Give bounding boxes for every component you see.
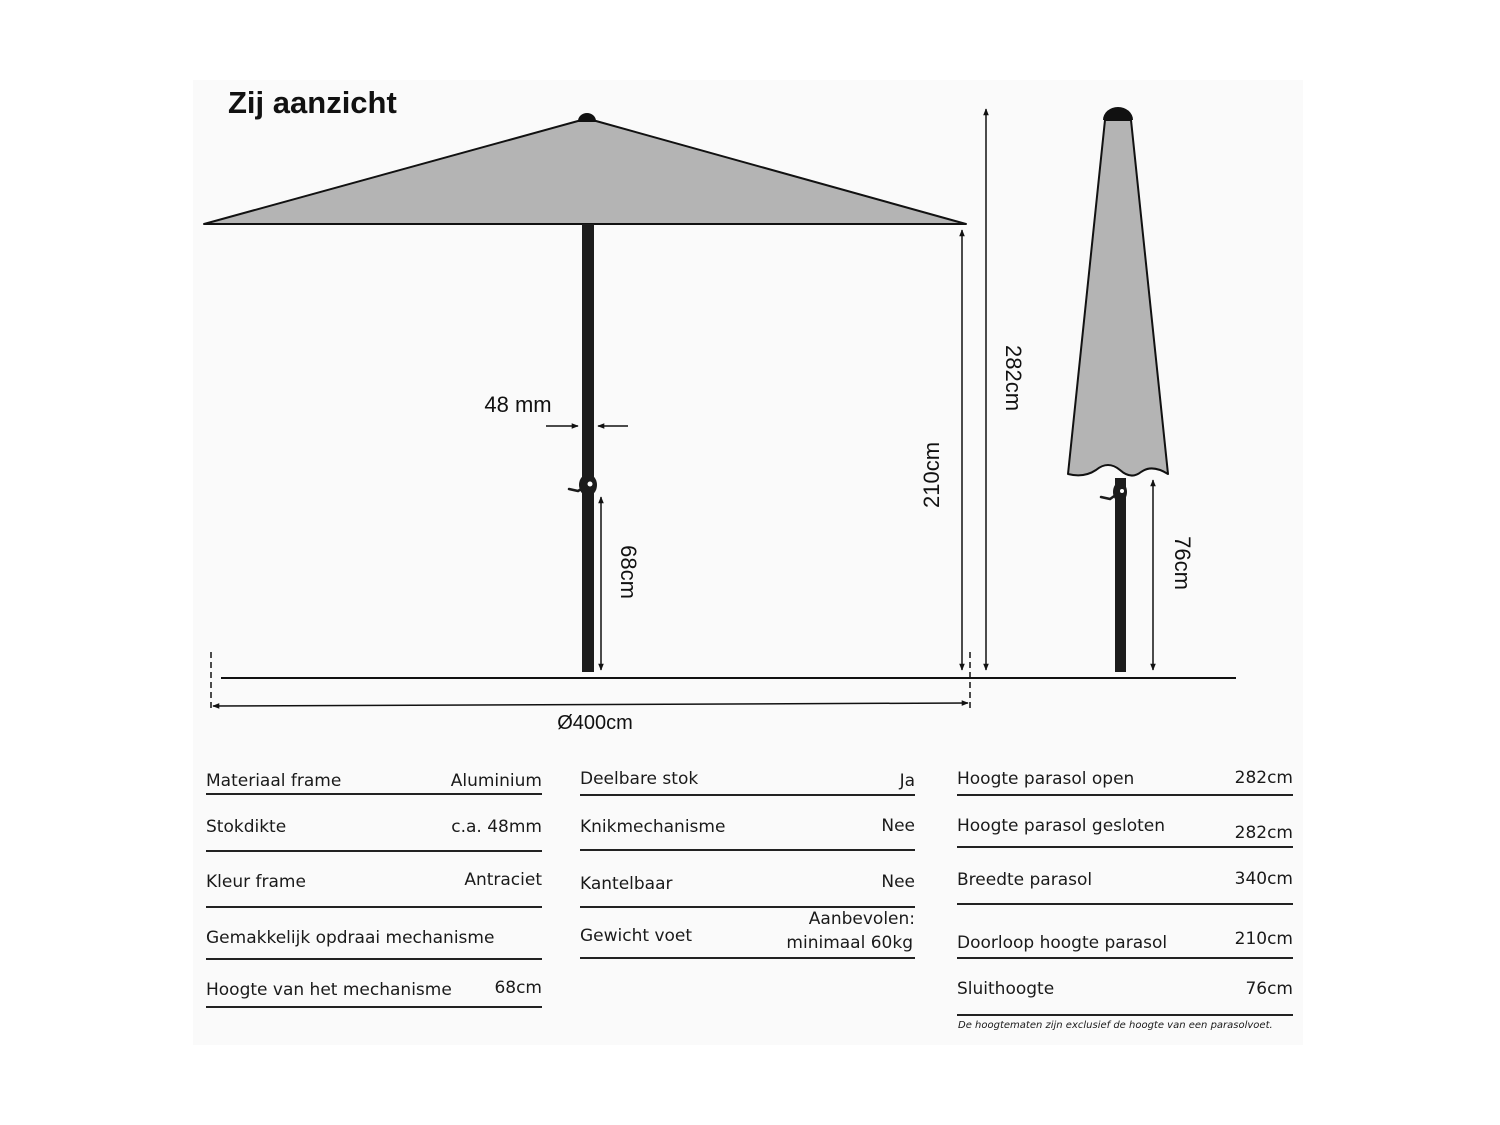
mechanism-height-label: 68cm	[616, 545, 641, 599]
spec-row	[206, 918, 542, 960]
spec-value-line-2: minimaal 60kg	[786, 933, 913, 953]
umbrella-top-cap	[578, 113, 596, 121]
spec-row	[957, 858, 1293, 905]
total-height-dimension	[986, 109, 1026, 670]
open-umbrella	[204, 113, 966, 672]
diameter-label: Ø400cm	[557, 712, 633, 734]
spec-value: Antraciet	[464, 870, 542, 890]
spec-value: 340cm	[1234, 869, 1293, 889]
closed-height-label: 76cm	[1170, 536, 1195, 590]
diagram-title: Zij aanzicht	[228, 85, 397, 120]
spec-table-1	[206, 760, 542, 1010]
clearance-height-dimension	[919, 230, 962, 670]
spec-label: Deelbare stok	[580, 769, 699, 789]
crank-handle-icon	[569, 474, 597, 496]
spec-row	[206, 760, 542, 795]
clearance-height-label: 210cm	[919, 441, 944, 509]
spec-row	[580, 760, 915, 796]
spec-label: Stokdikte	[206, 817, 287, 837]
spec-value: Ja	[899, 771, 915, 791]
spec-value: c.a. 48mm	[451, 817, 542, 837]
spec-row	[206, 968, 542, 1008]
closed-crank-handle-icon	[1101, 482, 1127, 502]
mechanism-height-dimension	[601, 497, 641, 670]
umbrella-pole	[582, 224, 594, 672]
closed-height-dimension	[1153, 480, 1195, 670]
spec-row	[580, 861, 915, 908]
spec-label: Gemakkelijk opdraai mechanisme	[206, 928, 495, 948]
spec-value: 210cm	[1234, 929, 1293, 949]
pole-thickness-label: 48 mm	[484, 392, 552, 417]
spec-label: Hoogte parasol gesloten	[957, 816, 1166, 836]
spec-table-3	[957, 760, 1293, 1020]
umbrella-canopy	[204, 121, 966, 224]
closed-umbrella-pole	[1115, 478, 1126, 672]
spec-row	[957, 915, 1293, 959]
spec-value: Nee	[881, 872, 915, 892]
closed-umbrella-canopy	[1068, 120, 1168, 476]
spec-value: Aluminium	[450, 771, 542, 791]
spec-row	[206, 862, 542, 908]
spec-row	[580, 906, 915, 959]
spec-row	[957, 760, 1293, 796]
closed-umbrella-top-cap	[1103, 107, 1133, 120]
spec-label: Breedte parasol	[957, 870, 1093, 890]
spec-value: 282cm	[1234, 823, 1293, 843]
spec-label: Gewicht voet	[580, 926, 693, 946]
spec-label: Knikmechanisme	[580, 817, 726, 837]
spec-row	[957, 975, 1293, 1016]
spec-label: Materiaal frame	[206, 771, 342, 791]
total-height-label: 282cm	[1001, 344, 1026, 412]
spec-table-2	[580, 760, 915, 960]
footnote: De hoogtematen zijn exclusief de hoogte van een parasolvoet.	[958, 1020, 1273, 1031]
spec-label: Kantelbaar	[580, 874, 673, 894]
spec-label: Hoogte parasol open	[957, 769, 1135, 789]
spec-label: Hoogte van het mechanisme	[206, 980, 452, 1000]
spec-label: Sluithoogte	[957, 979, 1055, 999]
spec-value: Nee	[881, 816, 915, 836]
spec-value: 68cm	[494, 978, 542, 998]
spec-row	[206, 805, 542, 852]
pole-thickness-dimension	[484, 392, 628, 426]
spec-label: Doorloop hoogte parasol	[957, 933, 1168, 953]
spec-value: 76cm	[1245, 979, 1293, 999]
spec-label: Kleur frame	[206, 872, 306, 892]
spec-value-line-1: Aanbevolen:	[808, 909, 915, 929]
spec-row	[580, 806, 915, 851]
spec-row	[957, 806, 1293, 848]
spec-value: 282cm	[1234, 768, 1293, 788]
